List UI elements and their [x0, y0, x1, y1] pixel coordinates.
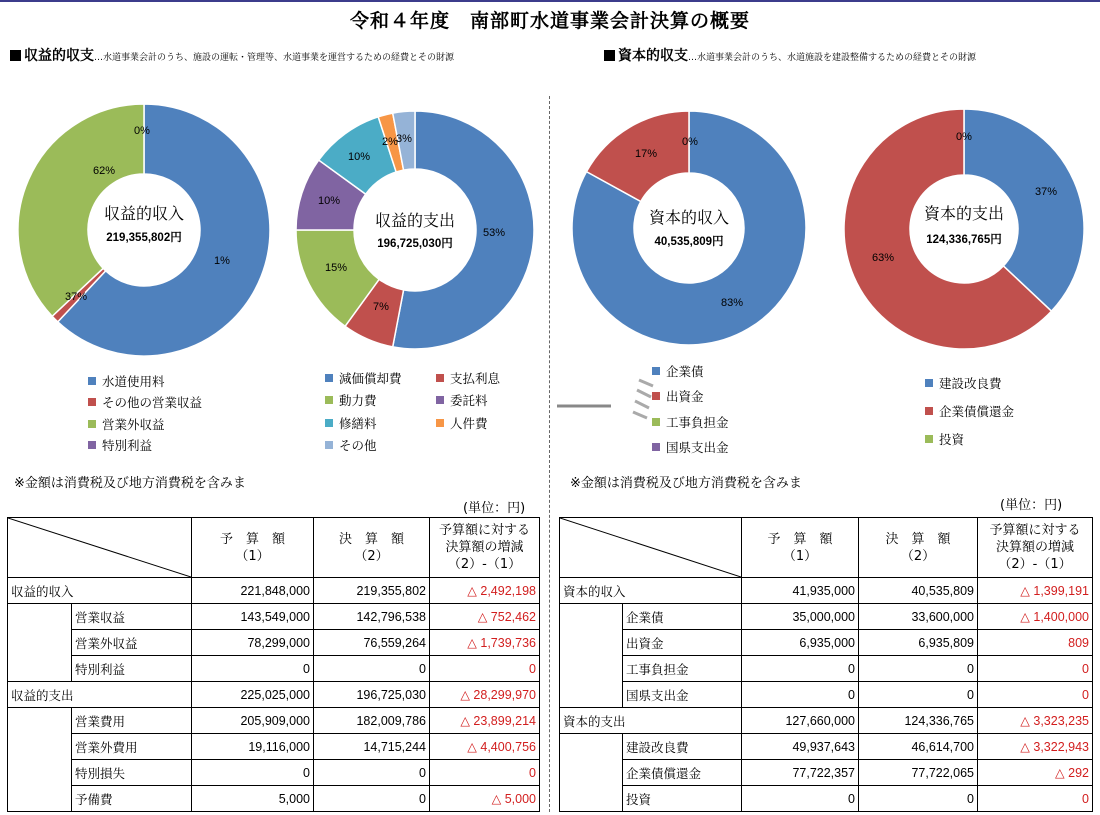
donut-center-title: 収益的収入: [103, 204, 185, 223]
row-item-label: 企業債: [623, 604, 742, 630]
legend-item: [325, 391, 377, 409]
table-row: [560, 656, 1093, 682]
legend-swatch: [88, 398, 96, 406]
legend-label: 支払利息: [450, 371, 501, 386]
row-item-label: 営業外費用: [72, 734, 192, 760]
tax-note-left: ※金額は消費税及び地方消費税を含みま: [14, 476, 246, 491]
slice-percent-label: 37%: [1034, 186, 1058, 198]
table-row: [8, 630, 540, 656]
legend-label: 動力費: [339, 393, 377, 408]
slice-percent-label: 2%: [382, 136, 398, 148]
legend-label: 企業債償還金: [939, 404, 1015, 419]
budget-cell: 35,000,000: [742, 604, 859, 630]
diff-cell: △ 1,739,736: [430, 630, 540, 656]
header-diagonal-cell: [560, 518, 742, 578]
legend-label: 出資金: [666, 389, 704, 404]
legend-label: 企業債: [666, 364, 704, 379]
row-item-label: 出資金: [623, 630, 742, 656]
legend-item: [88, 372, 165, 390]
budget-cell: 127,660,000: [742, 708, 859, 734]
diff-cell: △ 3,323,235: [978, 708, 1093, 734]
indent-cell: [8, 760, 72, 786]
unit-label-left: (単位：円): [463, 501, 526, 516]
actual-header-line: 決 算 額: [885, 531, 951, 547]
page-title: 令和４年度 南部町水道事業会計決算の概要: [349, 10, 750, 32]
donut-center-total: 196,725,030円: [377, 238, 453, 250]
indent-cell: [8, 708, 72, 734]
legend-swatch: [925, 407, 933, 415]
donut-center-total: 40,535,809円: [654, 236, 724, 248]
slice-percent-label: 7%: [373, 301, 389, 313]
table-row: [560, 682, 1093, 708]
table-row: [8, 682, 540, 708]
diff-cell: 0: [978, 786, 1093, 812]
donut-center-total: 124,336,765円: [926, 234, 1002, 246]
legend-swatch: [925, 379, 933, 387]
actual-cell: 40,535,809: [859, 578, 978, 604]
diff-cell: △ 3,322,943: [978, 734, 1093, 760]
actual-cell: 76,559,264: [314, 630, 430, 656]
diff-header-line: 決算額の増減: [445, 540, 524, 555]
legend-label: 特別利益: [102, 438, 153, 453]
legend-item: [436, 369, 500, 387]
budget-cell: 143,549,000: [192, 604, 314, 630]
slice-percent-label: 62%: [92, 165, 116, 177]
diff-header-line: （2）-（1）: [447, 557, 522, 572]
legend-label: 建設改良費: [939, 376, 1002, 391]
table-row: [560, 630, 1093, 656]
actual-header-line: 決 算 額: [338, 531, 404, 547]
row-category-label: 資本的収入: [560, 578, 742, 604]
diff-cell: △ 2,492,198: [430, 578, 540, 604]
actual-cell: 46,614,700: [859, 734, 978, 760]
budget-cell: 0: [192, 656, 314, 682]
budget-cell: 221,848,000: [192, 578, 314, 604]
legend-label: 水道使用料: [102, 374, 165, 389]
row-item-label: 予備費: [72, 786, 192, 812]
legend-swatch: [436, 374, 444, 382]
legend-item: [325, 414, 377, 432]
legend-label: その他の営業収益: [102, 395, 203, 410]
row-category-label: 資本的支出: [560, 708, 742, 734]
indent-cell: [560, 656, 623, 682]
table-row: [8, 786, 540, 812]
row-item-label: 営業外収益: [72, 630, 192, 656]
table-header-row: [560, 518, 1093, 578]
slice-percent-label: 1%: [214, 255, 230, 267]
donut-center-title: 資本的支出: [923, 204, 1005, 223]
section-divider: [549, 96, 550, 812]
row-item-label: 営業費用: [72, 708, 192, 734]
indent-cell: [560, 786, 623, 812]
actual-cell: 219,355,802: [314, 578, 430, 604]
slice-percent-label: 3%: [396, 133, 412, 145]
budget-cell: 19,116,000: [192, 734, 314, 760]
actual-cell: 6,935,809: [859, 630, 978, 656]
actual-header-line: （2）: [354, 548, 389, 564]
indent-cell: [560, 682, 623, 708]
indent-cell: [8, 786, 72, 812]
table-row: [560, 578, 1093, 604]
table-row: [8, 578, 540, 604]
legend-item: [88, 415, 165, 433]
budget-cell: 205,909,000: [192, 708, 314, 734]
legend-label: 工事負担金: [666, 415, 729, 430]
row-item-label: 特別利益: [72, 656, 192, 682]
indent-cell: [8, 630, 72, 656]
legend-item: [325, 369, 402, 387]
section-heading-left-label: 収益的収支: [24, 48, 94, 64]
indent-cell: [560, 734, 623, 760]
legend-swatch: [88, 420, 96, 428]
budget-header-line: 予 算 額: [767, 531, 833, 547]
indent-cell: [8, 604, 72, 630]
slice-percent-label: 37%: [64, 291, 88, 303]
slice-percent-label: 0%: [956, 131, 972, 143]
legend-item: [925, 430, 964, 448]
actual-cell: 182,009,786: [314, 708, 430, 734]
actual-cell: 0: [314, 760, 430, 786]
table-row: [560, 708, 1093, 734]
slice-percent-label: 53%: [482, 227, 506, 239]
budget-cell: 77,722,357: [742, 760, 859, 786]
diff-cell: △ 28,299,970: [430, 682, 540, 708]
diff-cell: △ 23,899,214: [430, 708, 540, 734]
diff-cell: △ 1,399,191: [978, 578, 1093, 604]
diff-cell: 0: [430, 656, 540, 682]
indent-cell: [560, 604, 623, 630]
row-category-label: 収益的収入: [8, 578, 192, 604]
revenue-settlement-table: [7, 517, 540, 812]
legend-item: [88, 436, 152, 454]
table-row: [8, 734, 540, 760]
table-row: [8, 604, 540, 630]
legend-swatch: [436, 396, 444, 404]
section-desc-left: …水道事業会計のうち、施設の運転・管理等、水道事業を運営するための経費とその財源: [94, 53, 455, 63]
section-heading-right: [604, 45, 976, 65]
diff-cell: 0: [430, 760, 540, 786]
legend-swatch: [88, 441, 96, 449]
budget-header-line: 予 算 額: [219, 531, 285, 547]
table-header-row: [8, 518, 540, 578]
indent-cell: [560, 760, 623, 786]
budget-cell: 0: [192, 760, 314, 786]
legend-item: [325, 436, 377, 454]
legend-label: 修繕料: [339, 416, 377, 431]
diff-cell: 0: [978, 656, 1093, 682]
row-item-label: 投資: [623, 786, 742, 812]
diff-cell: 0: [978, 682, 1093, 708]
legend-item: [436, 391, 488, 409]
square-bullet-icon: [10, 50, 21, 61]
row-item-label: 特別損失: [72, 760, 192, 786]
indent-cell: [8, 656, 72, 682]
slice-percent-label: 83%: [720, 297, 744, 309]
budget-cell: 6,935,000: [742, 630, 859, 656]
legend-item: [925, 402, 1014, 420]
budget-cell: 0: [742, 682, 859, 708]
row-category-label: 収益的支出: [8, 682, 192, 708]
capital-settlement-table: [559, 517, 1093, 812]
row-item-label: 工事負担金: [623, 656, 742, 682]
legend-label: 減価償却費: [339, 371, 402, 386]
unit-label-right: (単位：円): [1000, 498, 1063, 513]
budget-cell: 41,935,000: [742, 578, 859, 604]
actual-cell: 124,336,765: [859, 708, 978, 734]
budget-cell: 0: [742, 786, 859, 812]
diff-cell: △ 1,400,000: [978, 604, 1093, 630]
diff-header: [978, 518, 1093, 578]
legend-item: [925, 374, 1002, 392]
slice-percent-label: 10%: [317, 195, 341, 207]
budget-cell: 0: [742, 656, 859, 682]
actual-header-line: （2）: [900, 548, 936, 564]
actual-cell: 0: [859, 656, 978, 682]
diff-cell: △ 4,400,756: [430, 734, 540, 760]
top-border-line: [0, 0, 1100, 2]
diff-header-line: 予算額に対する: [989, 523, 1081, 538]
actual-cell: 142,796,538: [314, 604, 430, 630]
actual-cell: 0: [859, 682, 978, 708]
capital-expense-donut-chart: [844, 109, 1084, 349]
actual-cell: 0: [859, 786, 978, 812]
legend-label: 営業外収益: [102, 417, 165, 432]
budget-cell: 78,299,000: [192, 630, 314, 656]
section-heading-right-label: 資本的収支: [618, 48, 688, 64]
table-row: [560, 604, 1093, 630]
actual-cell: 14,715,244: [314, 734, 430, 760]
table-row: [8, 760, 540, 786]
legend-swatch: [88, 377, 96, 385]
legend-swatch: [436, 419, 444, 427]
table-row: [560, 734, 1093, 760]
budget-cell: 5,000: [192, 786, 314, 812]
section-desc-right: …水道事業会計のうち、水道施設を建設整備するための経費とその財源: [688, 53, 977, 63]
actual-cell: 33,600,000: [859, 604, 978, 630]
legend-label: 国県支出金: [666, 440, 729, 455]
slice-percent-label: 10%: [347, 151, 371, 163]
legend-label: 委託料: [450, 393, 488, 408]
square-bullet-icon: [604, 50, 615, 61]
legend-swatch: [325, 441, 333, 449]
diff-header-line: 予算額に対する: [438, 523, 530, 538]
row-item-label: 営業収益: [72, 604, 192, 630]
table-row: [8, 708, 540, 734]
revenue-expense-donut-chart: [296, 111, 534, 349]
revenue-income-donut-chart: [18, 104, 270, 356]
legend-label: 投資: [939, 432, 965, 447]
donut-center-title: 収益的支出: [374, 211, 456, 230]
legend-swatch: [325, 396, 333, 404]
slice-percent-label: 0%: [682, 136, 698, 148]
budget-header-line: （1）: [782, 548, 818, 564]
section-heading-left: [10, 45, 454, 65]
budget-header: [192, 518, 314, 578]
row-item-label: 建設改良費: [623, 734, 742, 760]
legend-swatch: [325, 419, 333, 427]
donut-center-title: 資本的収入: [648, 208, 730, 227]
diff-header-line: （2）-（1）: [998, 557, 1072, 572]
legend-label: 人件費: [450, 416, 488, 431]
slice-percent-label: 17%: [634, 148, 658, 160]
slice-percent-label: 15%: [324, 262, 348, 274]
row-item-label: 国県支出金: [623, 682, 742, 708]
actual-cell: 0: [314, 786, 430, 812]
actual-header: [314, 518, 430, 578]
diff-cell: △ 5,000: [430, 786, 540, 812]
diff-header-line: 決算額の増減: [995, 540, 1074, 555]
diff-header: [430, 518, 540, 578]
capital-income-donut-chart: [572, 111, 806, 345]
budget-header-line: （1）: [235, 548, 270, 564]
diff-cell: △ 292: [978, 760, 1093, 786]
handwritten-dash-mark: [553, 370, 673, 420]
table-row: [8, 656, 540, 682]
legend-swatch: [325, 374, 333, 382]
legend-item: [652, 438, 729, 456]
budget-header: [742, 518, 859, 578]
header-diagonal-cell: [8, 518, 192, 578]
legend-item: [436, 414, 488, 432]
donut-center-total: 219,355,802円: [106, 232, 182, 244]
legend-item: [88, 393, 202, 411]
table-row: [560, 760, 1093, 786]
legend-label: その他: [339, 438, 377, 453]
legend-swatch: [652, 443, 660, 451]
table-row: [560, 786, 1093, 812]
diff-cell: △ 752,462: [430, 604, 540, 630]
actual-cell: 196,725,030: [314, 682, 430, 708]
indent-cell: [8, 734, 72, 760]
slice-percent-label: 63%: [871, 252, 895, 264]
actual-cell: 77,722,065: [859, 760, 978, 786]
row-item-label: 企業債償還金: [623, 760, 742, 786]
budget-cell: 225,025,000: [192, 682, 314, 708]
budget-cell: 49,937,643: [742, 734, 859, 760]
actual-cell: 0: [314, 656, 430, 682]
legend-swatch: [925, 435, 933, 443]
tax-note-right: ※金額は消費税及び地方消費税を含みま: [570, 476, 802, 491]
indent-cell: [560, 630, 623, 656]
slice-percent-label: 0%: [134, 125, 150, 137]
actual-header: [859, 518, 978, 578]
diff-cell: 809: [978, 630, 1093, 656]
